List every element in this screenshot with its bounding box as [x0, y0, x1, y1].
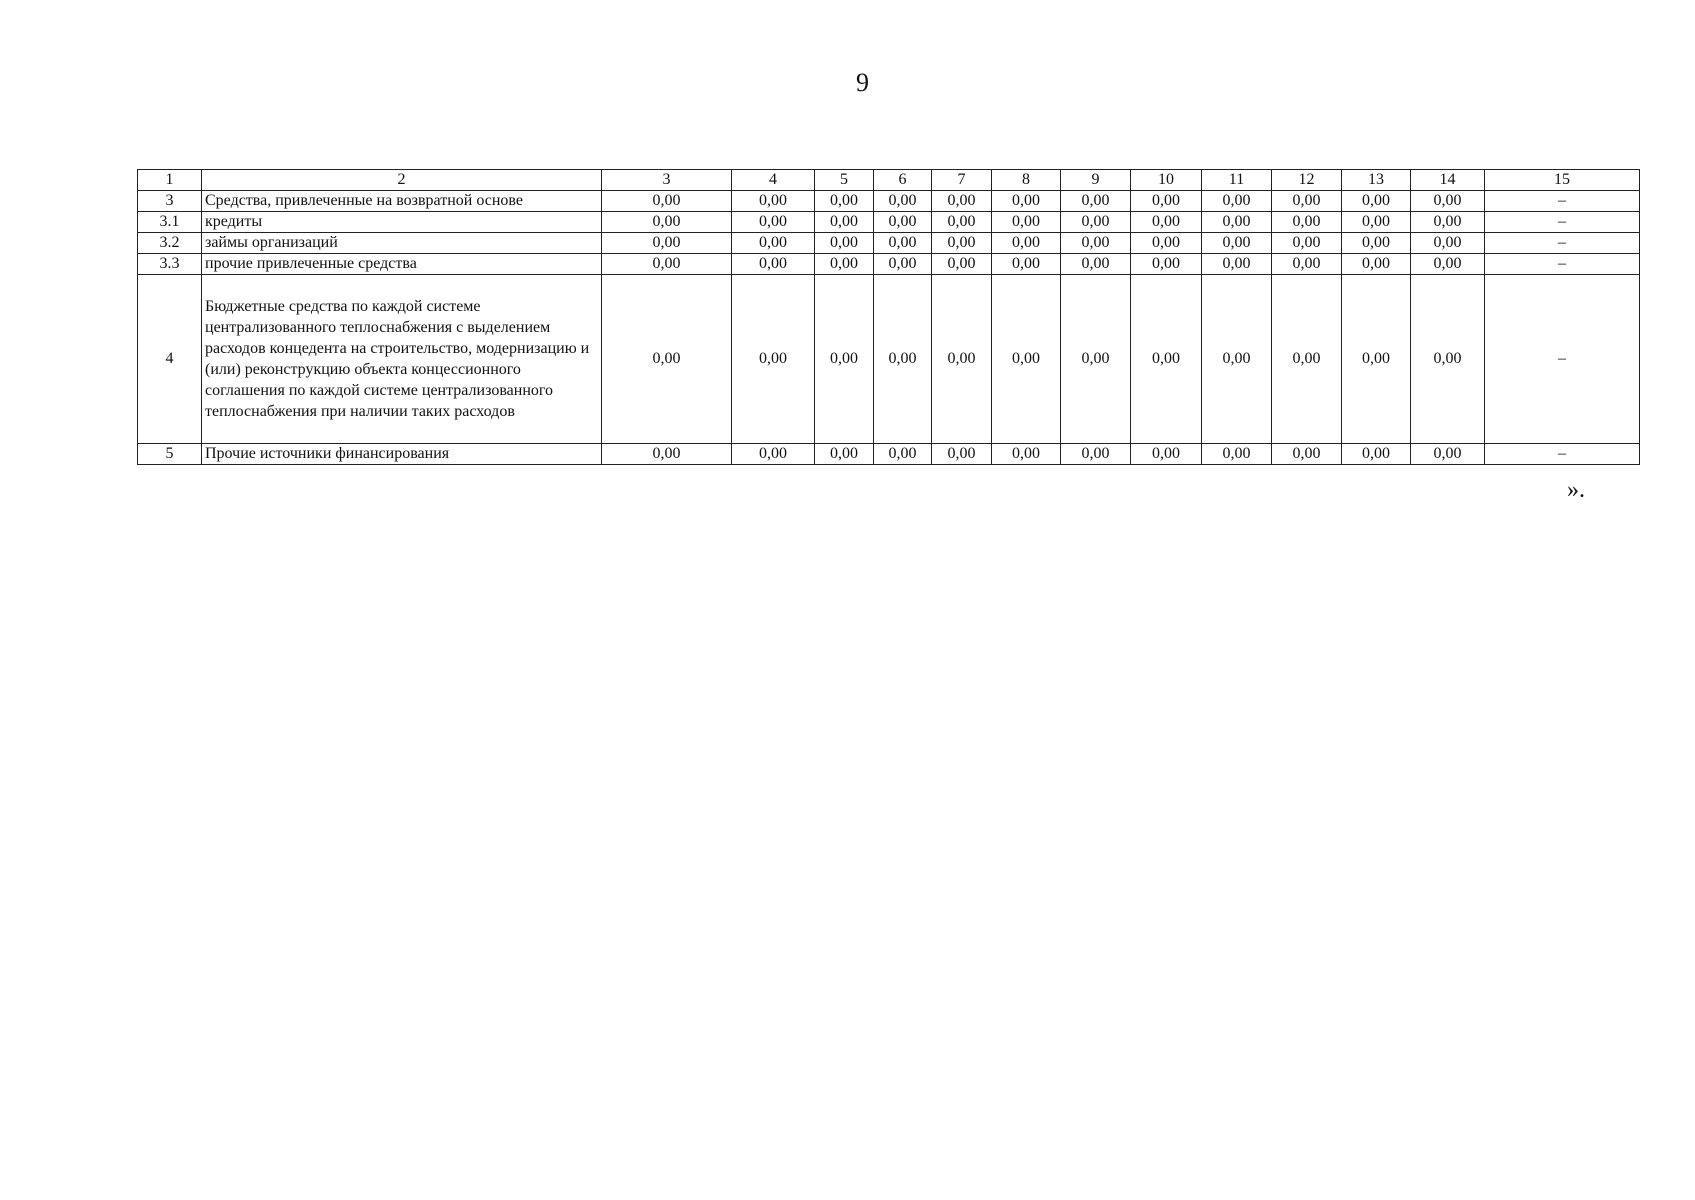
value-cell: 0,00 — [1411, 275, 1485, 444]
value-cell: 0,00 — [932, 191, 992, 212]
table-row — [138, 212, 1640, 233]
value-cell: 0,00 — [1411, 212, 1485, 233]
header-row — [138, 170, 1640, 191]
row-name: кредиты — [202, 212, 602, 233]
value-cell: 0,00 — [874, 233, 932, 254]
value-cell: 0,00 — [602, 233, 732, 254]
table-row — [138, 191, 1640, 212]
value-cell: 0,00 — [1272, 275, 1342, 444]
dash-cell: – — [1485, 275, 1640, 444]
value-cell: 0,00 — [1411, 233, 1485, 254]
value-cell: 0,00 — [992, 275, 1061, 444]
value-cell: 0,00 — [1202, 254, 1272, 275]
header-cell: 4 — [732, 170, 815, 191]
value-cell: 0,00 — [1342, 191, 1411, 212]
row-name: Бюджетные средства по каждой системе централизованного теплоснабжения с выделением расходов концедента на строительство, модернизацию и (или) реконструкцию объекта концессионного соглашения по каждой системе централизованного теплоснабжения при наличии таких расходов — [202, 275, 602, 444]
value-cell: 0,00 — [815, 444, 874, 465]
value-cell: 0,00 — [732, 233, 815, 254]
value-cell: 0,00 — [1202, 212, 1272, 233]
value-cell: 0,00 — [1061, 254, 1131, 275]
value-cell: 0,00 — [602, 191, 732, 212]
value-cell: 0,00 — [932, 275, 992, 444]
value-cell: 0,00 — [602, 275, 732, 444]
header-cell: 13 — [1342, 170, 1411, 191]
closing-quote-mark: ». — [1567, 477, 1585, 503]
value-cell: 0,00 — [1131, 444, 1202, 465]
table-row — [138, 444, 1640, 465]
table-row — [138, 254, 1640, 275]
value-cell: 0,00 — [1131, 275, 1202, 444]
dash-cell: – — [1485, 191, 1640, 212]
value-cell: 0,00 — [815, 191, 874, 212]
value-cell: 0,00 — [932, 444, 992, 465]
value-cell: 0,00 — [1202, 275, 1272, 444]
header-cell: 11 — [1202, 170, 1272, 191]
table-row — [138, 275, 1640, 444]
row-number: 4 — [138, 275, 202, 444]
value-cell: 0,00 — [874, 212, 932, 233]
dash-cell: – — [1485, 212, 1640, 233]
value-cell: 0,00 — [732, 275, 815, 444]
value-cell: 0,00 — [1342, 212, 1411, 233]
value-cell: 0,00 — [1131, 254, 1202, 275]
value-cell: 0,00 — [874, 275, 932, 444]
value-cell: 0,00 — [1061, 191, 1131, 212]
row-name: Средства, привлеченные на возвратной основе — [202, 191, 602, 212]
value-cell: 0,00 — [732, 444, 815, 465]
value-cell: 0,00 — [815, 254, 874, 275]
value-cell: 0,00 — [732, 254, 815, 275]
value-cell: 0,00 — [815, 233, 874, 254]
row-number: 3 — [138, 191, 202, 212]
header-cell: 8 — [992, 170, 1061, 191]
value-cell: 0,00 — [1131, 212, 1202, 233]
value-cell: 0,00 — [874, 191, 932, 212]
value-cell: 0,00 — [1131, 191, 1202, 212]
header-cell: 1 — [138, 170, 202, 191]
value-cell: 0,00 — [992, 444, 1061, 465]
row-name: займы организаций — [202, 233, 602, 254]
header-cell: 7 — [932, 170, 992, 191]
row-name: прочие привлеченные средства — [202, 254, 602, 275]
value-cell: 0,00 — [602, 254, 732, 275]
value-cell: 0,00 — [602, 212, 732, 233]
dash-cell: – — [1485, 233, 1640, 254]
table-row — [138, 233, 1640, 254]
value-cell: 0,00 — [932, 233, 992, 254]
row-number: 3.2 — [138, 233, 202, 254]
header-cell: 15 — [1485, 170, 1640, 191]
value-cell: 0,00 — [874, 444, 932, 465]
value-cell: 0,00 — [992, 212, 1061, 233]
value-cell: 0,00 — [1272, 191, 1342, 212]
value-cell: 0,00 — [1061, 275, 1131, 444]
value-cell: 0,00 — [1272, 212, 1342, 233]
row-number: 3.3 — [138, 254, 202, 275]
row-number: 5 — [138, 444, 202, 465]
header-cell: 14 — [1411, 170, 1485, 191]
value-cell: 0,00 — [1342, 275, 1411, 444]
value-cell: 0,00 — [1061, 212, 1131, 233]
value-cell: 0,00 — [732, 191, 815, 212]
value-cell: 0,00 — [1272, 444, 1342, 465]
header-cell: 9 — [1061, 170, 1131, 191]
value-cell: 0,00 — [1061, 233, 1131, 254]
value-cell: 0,00 — [932, 212, 992, 233]
value-cell: 0,00 — [815, 212, 874, 233]
row-name: Прочие источники финансирования — [202, 444, 602, 465]
value-cell: 0,00 — [874, 254, 932, 275]
page-number: 9 — [856, 68, 869, 97]
value-cell: 0,00 — [732, 212, 815, 233]
value-cell: 0,00 — [1272, 233, 1342, 254]
value-cell: 0,00 — [1411, 191, 1485, 212]
dash-cell: – — [1485, 444, 1640, 465]
value-cell: 0,00 — [1411, 254, 1485, 275]
header-cell: 3 — [602, 170, 732, 191]
value-cell: 0,00 — [1131, 233, 1202, 254]
value-cell: 0,00 — [815, 275, 874, 444]
dash-cell: – — [1485, 254, 1640, 275]
value-cell: 0,00 — [1202, 233, 1272, 254]
financing-table — [137, 169, 1640, 465]
value-cell: 0,00 — [1202, 444, 1272, 465]
value-cell: 0,00 — [992, 233, 1061, 254]
row-number: 3.1 — [138, 212, 202, 233]
value-cell: 0,00 — [1272, 254, 1342, 275]
value-cell: 0,00 — [1061, 444, 1131, 465]
value-cell: 0,00 — [932, 254, 992, 275]
value-cell: 0,00 — [1342, 444, 1411, 465]
value-cell: 0,00 — [1342, 254, 1411, 275]
value-cell: 0,00 — [992, 191, 1061, 212]
value-cell: 0,00 — [1342, 233, 1411, 254]
value-cell: 0,00 — [1202, 191, 1272, 212]
header-cell: 2 — [202, 170, 602, 191]
header-cell: 12 — [1272, 170, 1342, 191]
value-cell: 0,00 — [992, 254, 1061, 275]
header-cell: 5 — [815, 170, 874, 191]
value-cell: 0,00 — [602, 444, 732, 465]
value-cell: 0,00 — [1411, 444, 1485, 465]
header-cell: 6 — [874, 170, 932, 191]
header-cell: 10 — [1131, 170, 1202, 191]
